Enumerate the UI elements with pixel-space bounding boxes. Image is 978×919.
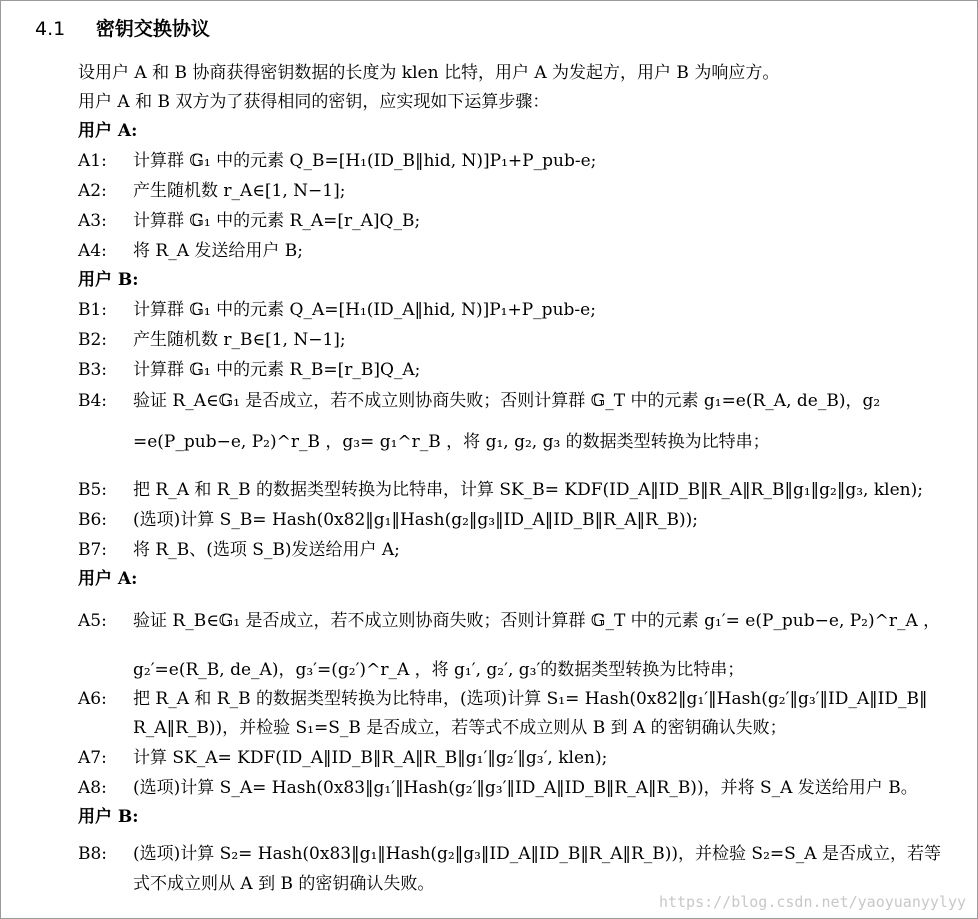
step-b1: [78, 299, 596, 321]
user-b-heading: 用户 B:: [78, 270, 139, 290]
step-a5: [78, 610, 940, 632]
step-label: A1:: [78, 151, 107, 171]
step-text: 计算群 𝔾₁ 中的元素 R_A=[r_A]Q_B;: [133, 211, 421, 231]
section-number: 4.1: [35, 18, 66, 40]
step-label: A3:: [78, 211, 107, 231]
step-text: (选项)计算 S_A= Hash(0x83‖g₁′‖Hash(g₂′‖g₃′‖ID_A‖ID_B‖R_A‖R_B))，并将 S_A 发送给用户 B。: [133, 778, 918, 798]
step-label: B4:: [78, 391, 108, 411]
step-a6-continuation: R_A‖R_B))，并检验 S₁=S_B 是否成立，若等式不成立则从 B 到 A 的密钥确认失败；: [133, 718, 787, 738]
step-label: A2:: [78, 181, 107, 201]
step-b8-continuation: 式不成立则从 A 到 B 的密钥确认失败。: [133, 874, 435, 894]
section-heading: [35, 14, 210, 41]
step-label: B1:: [78, 300, 108, 320]
user-b-heading-2: 用户 B:: [78, 807, 139, 827]
step-b6: [78, 509, 698, 531]
step-b4-continuation: =e(P_pub−e, P₂)^r_B ，g₃= g₁^r_B ，将 g₁, g₂, g₃ 的数据类型转换为比特串；: [133, 432, 770, 452]
intro-line-2: 用户 A 和 B 双方为了获得相同的密钥，应实现如下运算步骤：: [78, 92, 550, 112]
step-a2: [78, 180, 345, 202]
step-b7: [78, 539, 400, 561]
step-label: B8:: [78, 844, 108, 864]
step-a5-continuation: g₂′=e(R_B, de_A)，g₃′=(g₂′)^r_A ，将 g₁′, g₂′, g₃′的数据类型转换为比特串；: [133, 660, 745, 680]
step-a7: [78, 747, 607, 769]
step-a8: [78, 777, 918, 799]
step-text: 将 R_A 发送给用户 B;: [133, 241, 304, 261]
step-text: 把 R_A 和 R_B 的数据类型转换为比特串，计算 SK_B= KDF(ID_A‖ID_B‖R_A‖R_B‖g₁‖g₂‖g₃, klen);: [133, 480, 923, 500]
step-text: 验证 R_B∈𝔾₁ 是否成立，若不成立则协商失败；否则计算群 𝔾_T 中的元素 g₁′= e(P_pub−e, P₂)^r_A ，: [133, 611, 941, 631]
step-b2: [78, 329, 346, 351]
intro-line-1: 设用户 A 和 B 协商获得密钥数据的长度为 klen 比特，用户 A 为发起方，用户 B 为响应方。: [78, 63, 780, 83]
step-label: A5:: [78, 611, 107, 631]
step-a6: [78, 688, 927, 710]
step-text: 计算群 𝔾₁ 中的元素 Q_A=[H₁(ID_A‖hid, N)]P₁+P_pub-e;: [133, 300, 596, 320]
step-label: A7:: [78, 748, 107, 768]
step-b5: [78, 479, 923, 501]
section-title: 密钥交换协议: [95, 18, 210, 40]
user-a-heading-2: 用户 A:: [78, 569, 138, 589]
step-label: A6:: [78, 689, 107, 709]
step-label: B5:: [78, 480, 108, 500]
step-text: 计算群 𝔾₁ 中的元素 Q_B=[H₁(ID_B‖hid, N)]P₁+P_pub-e;: [133, 151, 597, 171]
step-text: (选项)计算 S₂= Hash(0x83‖g₁‖Hash(g₂‖g₃‖ID_A‖ID_B‖R_A‖R_B))，并检验 S₂=S_A 是否成立，若等: [133, 844, 941, 864]
step-a4: [78, 240, 303, 262]
step-text: 产生随机数 r_B∈[1, N−1];: [133, 330, 346, 350]
step-text: 验证 R_A∈𝔾₁ 是否成立，若不成立则协商失败；否则计算群 𝔾_T 中的元素 g₁=e(R_A, de_B)，g₂: [133, 391, 881, 411]
step-a3: [78, 210, 420, 232]
step-b4: [78, 390, 880, 412]
step-text: 产生随机数 r_A∈[1, N−1];: [133, 181, 346, 201]
step-text: 将 R_B、(选项 S_B)发送给用户 A;: [133, 540, 400, 560]
step-text: 把 R_A 和 R_B 的数据类型转换为比特串，(选项)计算 S₁= Hash(0x82‖g₁′‖Hash(g₂′‖g₃′‖ID_A‖ID_B‖: [133, 689, 928, 709]
step-label: B7:: [78, 540, 108, 560]
step-label: A8:: [78, 778, 107, 798]
step-b3: [78, 359, 420, 381]
step-text: 计算 SK_A= KDF(ID_A‖ID_B‖R_A‖R_B‖g₁′‖g₂′‖g₃′, klen);: [133, 748, 608, 768]
step-label: B2:: [78, 330, 108, 350]
step-text: (选项)计算 S_B= Hash(0x82‖g₁‖Hash(g₂‖g₃‖ID_A‖ID_B‖R_A‖R_B));: [133, 510, 698, 530]
user-a-heading: 用户 A:: [78, 121, 138, 141]
step-label: A4:: [78, 241, 107, 261]
step-text: 计算群 𝔾₁ 中的元素 R_B=[r_B]Q_A;: [133, 360, 421, 380]
step-b8: [78, 843, 941, 865]
watermark: https://blog.csdn.net/yaoyuanyylyy: [658, 893, 966, 911]
step-label: B3:: [78, 360, 108, 380]
step-label: B6:: [78, 510, 108, 530]
step-a1: [78, 150, 596, 172]
